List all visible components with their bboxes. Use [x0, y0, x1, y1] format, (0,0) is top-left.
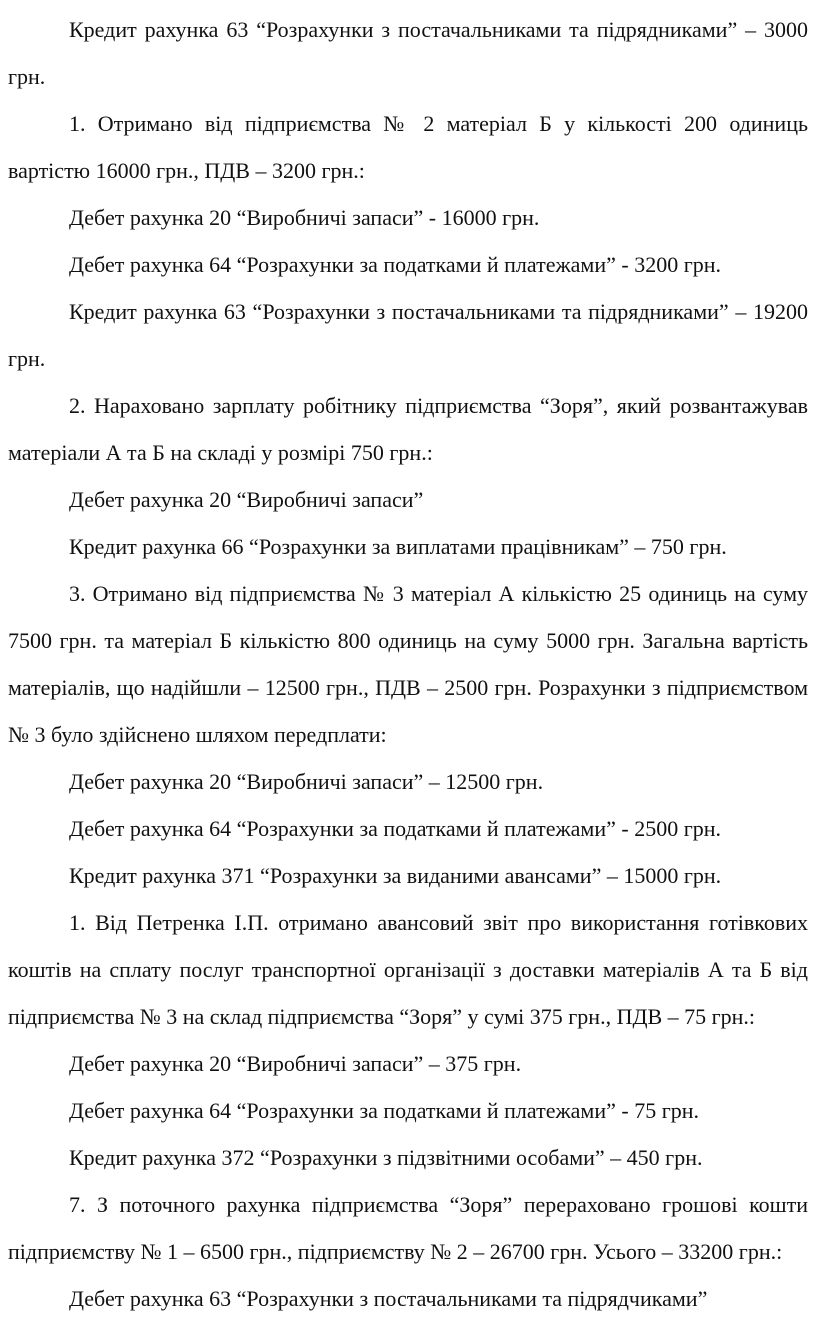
- paragraph-item-1-material-b: 1. Отримано від підприємства № 2 матеріал Б у кількості 200 одиниць вартістю 16000 грн., ПДВ – 3200 грн.:: [8, 111, 808, 183]
- entry-debit-64: Дебет рахунка 64 “Розрахунки за податками й платежами” - 2500 грн.: [69, 816, 722, 841]
- paragraph-item-2-salary: 2. Нараховано зарплату робітнику підприємства “Зоря”, який розвантажував матеріали А та Б на складі у розмірі 750 грн.:: [8, 393, 808, 465]
- entry-debit-63: Дебет рахунка 63 “Розрахунки з постачальниками та підрядчиками”: [69, 1286, 708, 1311]
- paragraph-advance-report: 1. Від Петренка І.П. отримано авансовий звіт про використання готівкових коштів на сплату послуг транспортної організації з доставки матеріалів А та Б від підприємства № 3 на склад підприємства “Зоря” у сумі 375 грн., ПДВ – 75 грн.:: [8, 910, 808, 1029]
- entry-debit-20: Дебет рахунка 20 “Виробничі запаси”: [69, 487, 424, 512]
- entry-credit-372: Кредит рахунка 372 “Розрахунки з підзвітними особами” – 450 грн.: [69, 1145, 703, 1170]
- entry-credit-66: Кредит рахунка 66 “Розрахунки за виплатами працівникам” – 750 грн.: [69, 534, 727, 559]
- entry-credit-371: Кредит рахунка 371 “Розрахунки за виданими авансами” – 15000 грн.: [69, 863, 722, 888]
- entry-debit-64: Дебет рахунка 64 “Розрахунки за податками й платежами” - 75 грн.: [69, 1098, 700, 1123]
- entry-debit-20: Дебет рахунка 20 “Виробничі запаси” – 12500 грн.: [69, 769, 544, 794]
- document-page: [8, 0, 808, 1322]
- entry-debit-64: Дебет рахунка 64 “Розрахунки за податками й платежами” - 3200 грн.: [69, 252, 722, 277]
- paragraph-credit-63-opening: Кредит рахунка 63 “Розрахунки з постачальниками та підрядниками” – 3000 грн.: [8, 17, 808, 89]
- entry-debit-20: Дебет рахунка 20 “Виробничі запаси” - 16000 грн.: [69, 205, 540, 230]
- paragraph-item-3-materials: 3. Отримано від підприємства № 3 матеріал А кількістю 25 одиниць на суму 7500 грн. та матеріал Б кількістю 800 одиниць на суму 5000 грн. Загальна вартість матеріалів, що надійшли – 12500 грн., ПДВ – 2500 грн. Розрахунки з підприємством № 3 було здійснено шляхом передплати:: [8, 581, 808, 747]
- entry-debit-20: Дебет рахунка 20 “Виробничі запаси” – 375 грн.: [69, 1051, 522, 1076]
- paragraph-item-7-transfer: 7. З поточного рахунка підприємства “Зоря” перераховано грошові кошти підприємству № 1 – 6500 грн., підприємству № 2 – 26700 грн. Усього – 33200 грн.:: [8, 1192, 808, 1264]
- entry-credit-63: Кредит рахунка 63 “Розрахунки з постачальниками та підрядниками” – 19200 грн.: [8, 299, 808, 371]
